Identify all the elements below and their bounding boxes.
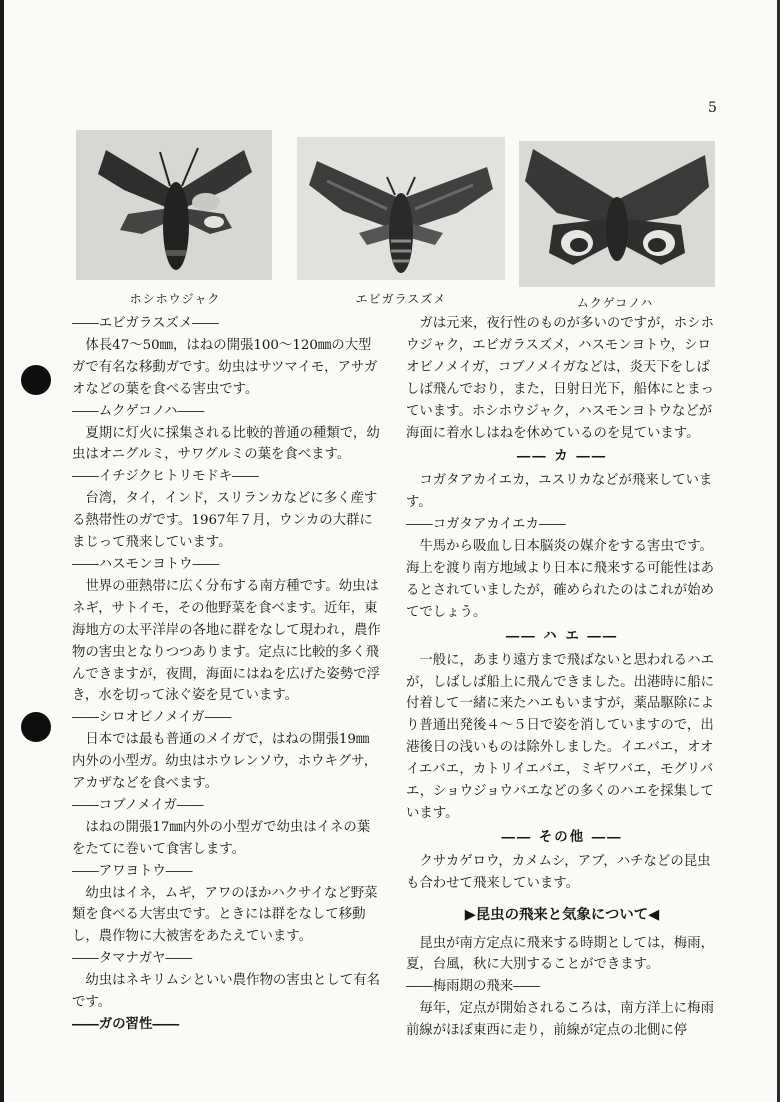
entry-heading: ――シロオビノメイガ―― [72, 710, 232, 726]
page-number: 5 [708, 100, 717, 116]
section-heading: ―― ハ エ ―― [505, 627, 619, 644]
photo-hoshihoujaku [76, 130, 272, 280]
photo-caption: ムクゲコノハ [576, 296, 654, 310]
moth-icon [297, 137, 505, 280]
entry-text: はねの開張17㎜内外の小型ガで幼虫はイネの葉をたてに巻いて食害します。 [72, 819, 371, 857]
entry-heading: ――梅雨期の飛来―― [406, 979, 540, 995]
body-text: 一般に，あまり遠方まで飛ばないと思われるハエが，しばしば船上に飛んできました。出港時に船に付着して一緒に来たハエもいますが，薬品駆除により普通出発後４～５日で姿を消していますので，出港後日の浅いものは除外しました。イエバエ，オオイエバエ，カトリイエバエ，ミギワバエ，モグリバエ，ショウジョウバエなどの多くのハエを採集しています。 [406, 652, 714, 821]
photo-caption: エビガラスズメ [355, 292, 447, 306]
entry-text: 日本では最も普通のメイガで，はねの開張19㎜内外の小型ガ。幼虫はホウレンソウ，ホウキグサ，アカザなどを食べます。 [72, 732, 378, 792]
entry-text: 体長47～50㎜，はねの開張100～120㎜の大型ガで有名な移動ガです。幼虫はサツマイモ，アサガオなどの葉を食べる害虫です。 [72, 337, 378, 397]
section-heading: ―― カ ―― [516, 448, 608, 465]
entry-heading: ――エビガラスズメ―― [72, 316, 219, 331]
moth-icon [519, 141, 715, 287]
body-text: コガタアカイエカ，ユスリカなどが飛来しています。 [406, 473, 713, 511]
chapter-heading: ▶昆虫の飛来と気象について◀ [464, 905, 660, 923]
entry-text: 幼虫はイネ，ムギ，アワのほかハクサイなど野菜類を食べる大害虫です。ときには群をなして移動し，農作物に大被害をあたえています。 [72, 885, 378, 945]
entry-heading: ――ムクゲコノハ―― [72, 403, 205, 419]
entry-heading: ――コブノメイガ―― [72, 797, 204, 813]
entry-heading: ――タマナガヤ―― [72, 951, 193, 967]
photo-caption: ホシホウジャク [129, 292, 221, 306]
section-heading: ―― その他 ―― [501, 828, 623, 845]
entry-heading: ――コガタアカイエカ―― [406, 517, 566, 533]
photo-ebigarasuzume [297, 137, 505, 280]
entry-text: 世界の亜熱帯に広く分布する南方種です。幼虫はネギ，サトイモ，その他野菜を食べます。近年，東海地方の太平洋岸の各地に群をなして現われ，農作物の害虫となりつつあります。定点に比較的多く飛んできますが，夜間，海面にはねを広げた姿勢で浮き，水を切って泳ぐ姿を見ています。 [72, 578, 381, 704]
entry-text: 夏期に灯火に採集される比較的普通の種類で，幼虫はオニグルミ，サワグルミの葉を食べます。 [72, 425, 380, 463]
body-text: ガは元来，夜行性のものが多いのですが，ホシホウジャク，エビガラスズメ，ハスモンヨトウ，シロオビノメイガ，コブノメイガなどは，炎天下をしばしば飛んでおり，また，日射日光下，船体にとまっています。ホシホウジャク，ハスモンヨトウなどが海面に着水しはねを休めているのを見ています。 [406, 316, 714, 441]
entry-text: 台湾，タイ，インド，スリランカなどに多く産する熱帯性のガです。1967年７月，ウンカの大群にまじって飛来しています。 [72, 491, 378, 551]
entry-heading: ――アワヨトウ―― [72, 863, 193, 879]
punch-hole [21, 712, 51, 742]
entry-text: 幼虫はネキリムシといい農作物の害虫として有名です。 [72, 973, 380, 1011]
entry-heading: ――ハスモンヨトウ―― [72, 556, 220, 572]
body-text: クサカゲロウ，カメムシ，アブ，ハチなどの昆虫も合わせて飛来しています。 [406, 853, 711, 891]
left-column [72, 313, 382, 1036]
photo-mukugekonoha [519, 141, 715, 287]
entry-text: 牛馬から吸血し日本脳炎の媒介をする害虫です。海上を渡り南方地域より日本に飛来する可能性はあるとされていましたが，確められたのはこれが始めてでしょう。 [406, 539, 714, 620]
moth-icon [76, 130, 272, 280]
entry-heading: ――イチジクヒトリモドキ―― [72, 469, 259, 485]
body-text: 毎年，定点が開始されるころは，南方洋上に梅雨前線がほぼ東西に走り，前線が定点の北側に停 [406, 1001, 714, 1039]
section-heading: ――ガの習性―― [72, 1016, 180, 1032]
scan-edge-left [0, 0, 4, 1102]
body-text: 昆虫が南方定点に飛来する時期としては，梅雨，夏，台風，秋に大別することができます。 [406, 935, 714, 973]
punch-hole [21, 365, 51, 395]
right-column [406, 313, 718, 1042]
